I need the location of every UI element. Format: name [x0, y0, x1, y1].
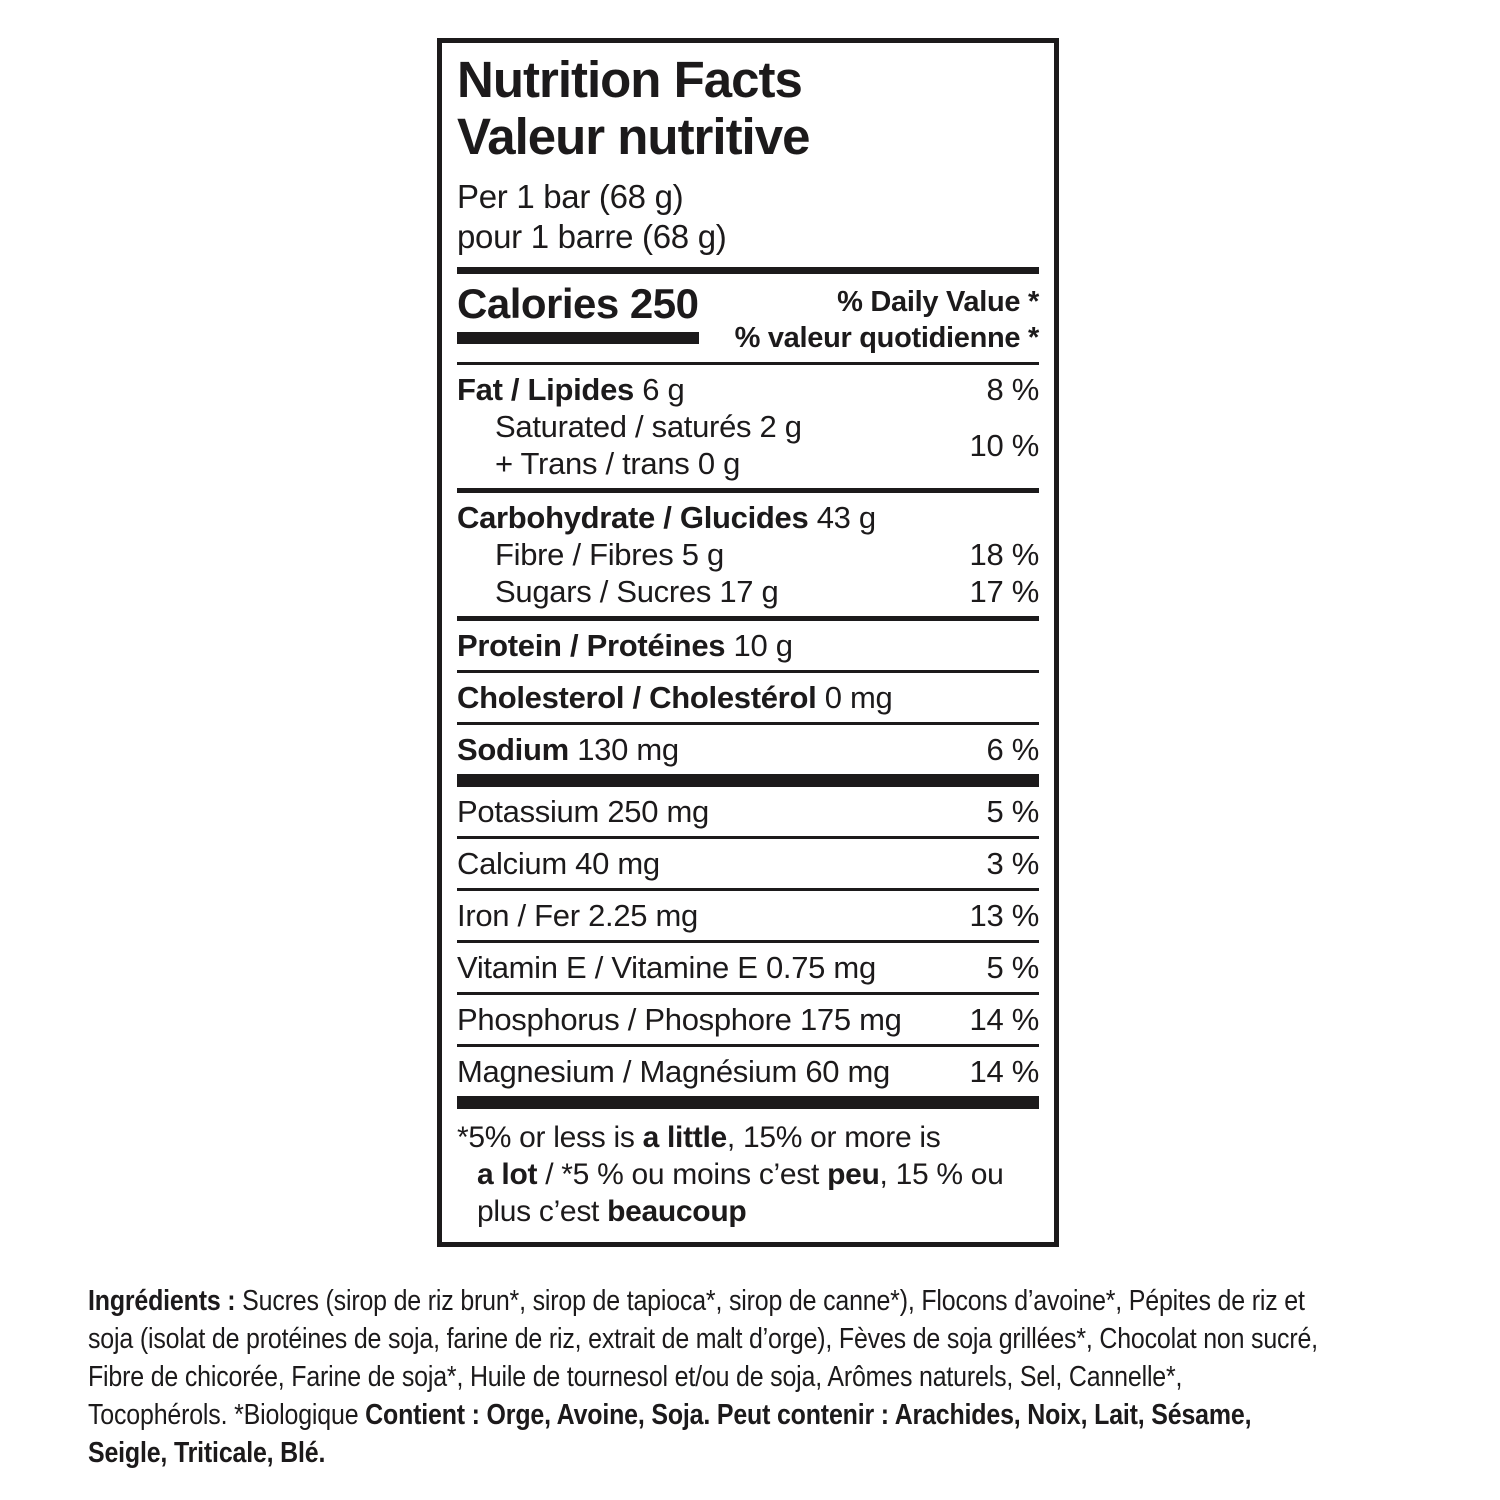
nutrient-row-carbohydrate [457, 493, 1039, 536]
fat-percent: 8 % [986, 372, 1039, 407]
ingredients-line-4-text: Tocophérols. *Biologique [88, 1399, 366, 1431]
footnote-1-bold: a little [642, 1121, 727, 1154]
sodium-name: Sodium [457, 732, 569, 767]
nutrient-row-protein [457, 621, 1039, 670]
title-en: Nutrition Facts [457, 51, 802, 108]
nutrient-row-sugars [457, 573, 1039, 616]
mineral-row-phosphorus [457, 995, 1039, 1044]
ingredients-line-4 [88, 1396, 1292, 1434]
magnesium-percent: 14 % [969, 1054, 1039, 1089]
protein-name: Protein / Protéines [457, 628, 726, 663]
mineral-row-vitamin-e [457, 943, 1039, 992]
serving-size-en: Per 1 bar (68 g) [457, 178, 684, 215]
vitamin-e-percent: 5 % [986, 950, 1039, 985]
footnote [457, 1109, 1039, 1232]
calories-underline [457, 332, 699, 344]
mineral-row-iron [457, 891, 1039, 940]
phosphorus-label: Phosphorus / Phosphore 175 mg [457, 1002, 902, 1037]
saturated-label: Saturated / saturés 2 g [495, 409, 802, 444]
nutrient-row-cholesterol [457, 673, 1039, 722]
ingredients-line-2: soja (isolat de protéines de soja, farine de riz, extrait de malt d’orge), Fèves de soja grillées*, Chocolat non sucré, [88, 1323, 1318, 1355]
sugars-label: Sugars / Sucres 17 g [495, 574, 779, 609]
calcium-percent: 3 % [986, 846, 1039, 881]
footnote-2-post: , 15 % ou [879, 1158, 1004, 1191]
fibre-label: Fibre / Fibres 5 g [495, 537, 724, 572]
thick-divider-mid [457, 774, 1039, 787]
carbohydrate-name: Carbohydrate / Glucides [457, 500, 809, 535]
ingredients-paragraph [88, 1282, 1488, 1472]
saturated-trans-labels [457, 408, 802, 482]
footnote-line-3 [457, 1193, 1039, 1230]
mineral-row-magnesium [457, 1047, 1039, 1096]
thick-divider-top [457, 267, 1039, 274]
fibre-percent: 18 % [969, 537, 1039, 572]
ingredients-line-1-text: Sucres (sirop de riz brun*, sirop de tapioca*, sirop de canne*), Flocons d’avoine*, Pépites de riz et [235, 1285, 1305, 1317]
potassium-label: Potassium 250 mg [457, 794, 709, 829]
ingredients-line-1 [88, 1282, 1305, 1320]
footnote-2-mid: / *5 % ou moins c’est [537, 1158, 828, 1191]
footnote-line-1 [457, 1119, 1039, 1156]
mineral-row-calcium [457, 839, 1039, 888]
cholesterol-amount: 0 mg [816, 680, 893, 715]
footnote-3-bold: beaucoup [607, 1195, 747, 1228]
serving-size-fr: pour 1 barre (68 g) [457, 218, 727, 255]
daily-value-header-en: % Daily Value * [837, 286, 1039, 318]
cholesterol-name: Cholesterol / Cholestérol [457, 680, 817, 715]
footnote-3-pre: plus c’est [477, 1195, 608, 1228]
daily-value-header [735, 282, 1039, 356]
nutrient-row-saturated-trans [457, 408, 1039, 488]
iron-label: Iron / Fer 2.25 mg [457, 898, 698, 933]
footnote-2-bold-b: peu [827, 1158, 880, 1191]
serving-size-block [457, 177, 1039, 257]
magnesium-label: Magnesium / Magnésium 60 mg [457, 1054, 890, 1089]
calcium-label: Calcium 40 mg [457, 846, 660, 881]
protein-amount: 10 g [725, 628, 793, 663]
protein-label [457, 627, 793, 664]
nutrition-facts-panel [437, 38, 1059, 1247]
contains-statement: Contient : Orge, Avoine, Soja. Peut contenir : Arachides, Noix, Lait, Sésame, [365, 1399, 1252, 1431]
sodium-label [457, 731, 679, 768]
calories-value [457, 282, 699, 344]
calories-row [457, 282, 1039, 356]
footnote-line-2 [457, 1156, 1039, 1193]
footnote-1-pre: *5% or less is [457, 1121, 643, 1154]
fat-label [457, 371, 684, 408]
cholesterol-label [457, 679, 892, 716]
potassium-percent: 5 % [986, 794, 1039, 829]
ingredients-line-3: Fibre de chicorée, Farine de soja*, Huile de tournesol et/ou de soja, Arômes naturels, Sel, Cannelle*, [88, 1361, 1183, 1393]
footnote-2-bold-a: a lot [477, 1158, 538, 1191]
thick-divider-bottom [457, 1096, 1039, 1109]
ingredients-heading: Ingrédients : [88, 1285, 236, 1317]
trans-label: + Trans / trans 0 g [495, 446, 741, 481]
sodium-amount: 130 mg [568, 732, 679, 767]
title-fr: Valeur nutritive [457, 108, 810, 165]
nutrient-row-fibre [457, 536, 1039, 573]
sugars-percent: 17 % [969, 574, 1039, 609]
vitamin-e-label: Vitamin E / Vitamine E 0.75 mg [457, 950, 876, 985]
daily-value-header-fr: % valeur quotidienne * [734, 322, 1039, 354]
ingredients-line-5 [88, 1434, 1292, 1472]
carbohydrate-amount: 43 g [808, 500, 876, 535]
nutrient-row-sodium [457, 725, 1039, 774]
footnote-1-post: , 15% or more is [726, 1121, 941, 1154]
fat-name: Fat / Lipides [457, 372, 634, 407]
mineral-row-potassium [457, 787, 1039, 836]
contains-statement-continued: Seigle, Triticale, Blé. [88, 1437, 326, 1469]
fat-amount: 6 g [633, 372, 685, 407]
carbohydrate-label [457, 499, 876, 536]
iron-percent: 13 % [969, 898, 1039, 933]
saturated-trans-percent: 10 % [969, 427, 1039, 463]
sodium-percent: 6 % [986, 732, 1039, 767]
calories-text: Calories 250 [457, 280, 699, 327]
nutrient-row-fat [457, 365, 1039, 408]
phosphorus-percent: 14 % [969, 1002, 1039, 1037]
